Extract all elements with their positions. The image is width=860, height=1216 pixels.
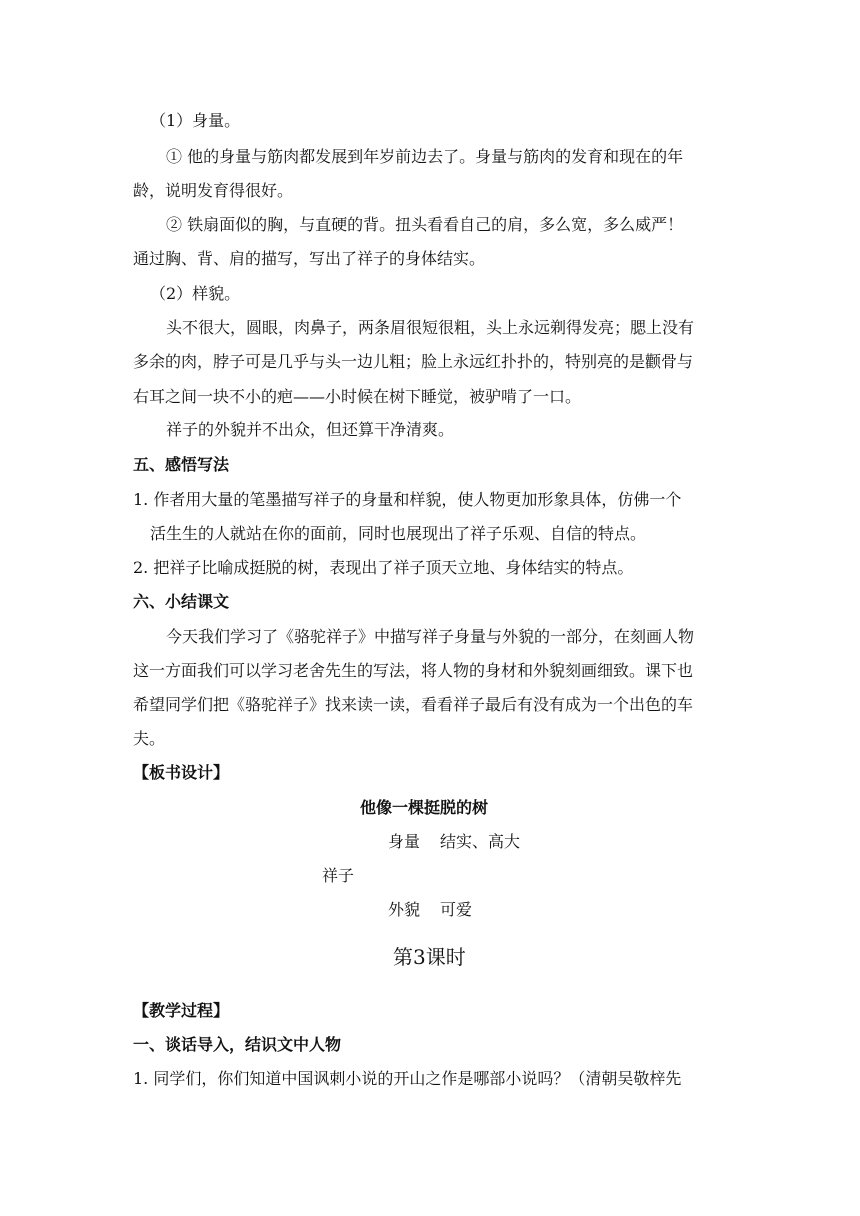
paragraph-line: 活生生的人就站在你的面前，同时也展现出了祥子乐观、自信的特点。 (150, 524, 647, 543)
section-heading-summary: 六、小结课文 (133, 592, 230, 611)
paragraph-line: 龄，说明发育得很好。 (133, 181, 294, 200)
paragraph-line: 夫。 (133, 729, 166, 748)
paragraph-line: 通过胸、背、肩的描写，写出了祥子的身体结实。 (133, 249, 486, 268)
board-row-looks-value: 可爱 (440, 900, 473, 919)
paragraph-line: 1. 作者用大量的笔墨描写祥子的身量和样貌，使人物更加形象具体，仿佛一个 (133, 490, 682, 509)
paragraph-line: 2. 把祥子比喻成挺脱的树，表现出了祥子顶天立地、身体结实的特点。 (133, 558, 634, 577)
paragraph-line: 头不很大，圆眼，肉鼻子，两条眉很短很粗，头上永远剃得发亮；腮上没有 (166, 318, 695, 337)
subheading-build: （1）身量。 (150, 111, 241, 130)
paragraph-line: 多余的肉，脖子可是几乎与头一边儿粗；脸上永远红扑扑的，特别亮的是颧骨与 (133, 352, 694, 371)
paragraph-line: 希望同学们把《骆驼祥子》找来读一读，看看祥子最后有没有成为一个出色的车 (133, 695, 694, 714)
paragraph-line: ② 铁扇面似的胸，与直硬的背。扭头看看自己的肩，多么宽，多么威严！ (166, 215, 684, 234)
paragraph-line: 今天我们学习了《骆驼祥子》中描写祥子身量与外貌的一部分，在刻画人物 (166, 627, 695, 646)
board-row-build-key: 身量 (388, 832, 421, 851)
paragraph-line: ① 他的身量与筋肉都发展到年岁前边去了。身量与筋肉的发育和现在的年 (166, 147, 684, 166)
paragraph-line: 右耳之间一块不小的疤——小时候在树下睡觉，被驴啃了一口。 (133, 387, 582, 406)
step-heading: 一、谈话导入，结识文中人物 (133, 1035, 342, 1054)
lesson-title: 第3课时 (393, 945, 466, 969)
subheading-looks: （2）样貌。 (150, 284, 241, 303)
board-row-build-value: 结实、高大 (440, 832, 521, 851)
paragraph-line: 1. 同学们，你们知道中国讽刺小说的开山之作是哪部小说吗？（清朝吴敬梓先 (133, 1069, 682, 1088)
board-row-looks-key: 外貌 (388, 900, 421, 919)
board-center-name: 祥子 (322, 866, 355, 885)
board-title: 他像一棵挺脱的树 (360, 798, 489, 817)
board-design-heading: 【板书设计】 (133, 763, 230, 782)
paragraph-line: 这一方面我们可以学习老舍先生的写法，将人物的身材和外貌刻画细致。课下也 (133, 661, 694, 680)
teaching-process-heading: 【教学过程】 (133, 1001, 230, 1020)
paragraph-line: 祥子的外貌并不出众，但还算干净清爽。 (166, 420, 455, 439)
section-heading-method: 五、感悟写法 (133, 455, 230, 474)
